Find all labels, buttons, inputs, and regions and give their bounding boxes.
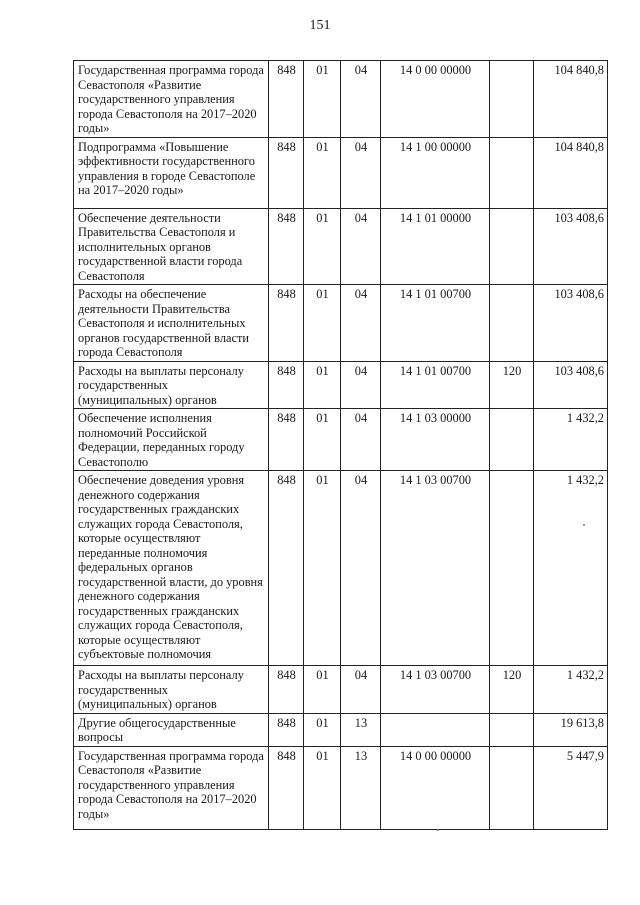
expense-type-cell: 120 — [490, 361, 534, 409]
subsection-code-cell: 13 — [341, 713, 381, 746]
ministry-code-cell: 848 — [269, 471, 304, 666]
scan-speck — [437, 829, 439, 831]
amount-cell: 104 840,8 — [534, 137, 608, 208]
table-row — [74, 208, 608, 285]
expense-type-cell — [490, 137, 534, 208]
section-code-cell: 01 — [304, 471, 341, 666]
ministry-code-cell: 848 — [269, 361, 304, 409]
row-name-cell: Расходы на обеспечение деятельности Правительства Севастополя и исполнительных органов государственной власти города Севастополя — [74, 285, 269, 362]
table-row — [74, 471, 608, 666]
subsection-code-cell: 04 — [341, 471, 381, 666]
amount-cell: 103 408,6 — [534, 285, 608, 362]
subsection-code-cell: 04 — [341, 61, 381, 138]
scan-speck — [583, 524, 585, 526]
target-article-cell: 14 1 03 00000 — [381, 409, 490, 471]
target-article-cell: 14 1 00 00000 — [381, 137, 490, 208]
amount-cell: 1 432,2 — [534, 471, 608, 666]
budget-table — [73, 60, 608, 830]
subsection-code-cell: 04 — [341, 285, 381, 362]
section-code-cell: 01 — [304, 409, 341, 471]
table-row — [74, 137, 608, 208]
amount-cell: 1 432,2 — [534, 409, 608, 471]
target-article-cell — [381, 713, 490, 746]
section-code-cell: 01 — [304, 746, 341, 829]
expense-type-cell: 120 — [490, 666, 534, 714]
expense-type-cell — [490, 713, 534, 746]
section-code-cell: 01 — [304, 361, 341, 409]
ministry-code-cell: 848 — [269, 285, 304, 362]
page-number: 151 — [309, 18, 331, 33]
amount-cell: 5 447,9 — [534, 746, 608, 829]
subsection-code-cell: 04 — [341, 208, 381, 285]
expense-type-cell — [490, 208, 534, 285]
section-code-cell: 01 — [304, 137, 341, 208]
amount-cell: 104 840,8 — [534, 61, 608, 138]
row-name-cell: Другие общегосударственные вопросы — [74, 713, 269, 746]
ministry-code-cell: 848 — [269, 208, 304, 285]
target-article-cell: 14 1 01 00700 — [381, 361, 490, 409]
section-code-cell: 01 — [304, 713, 341, 746]
ministry-code-cell: 848 — [269, 137, 304, 208]
table-row — [74, 61, 608, 138]
table-row — [74, 285, 608, 362]
row-name-cell: Обеспечение деятельности Правительства Севастополя и исполнительных органов государственной власти города Севастополя — [74, 208, 269, 285]
expense-type-cell — [490, 409, 534, 471]
expense-type-cell — [490, 471, 534, 666]
table-row — [74, 666, 608, 714]
row-name-cell: Обеспечение исполнения полномочий Российской Федерации, переданных городу Севастополю — [74, 409, 269, 471]
section-code-cell: 01 — [304, 61, 341, 138]
target-article-cell: 14 0 00 00000 — [381, 746, 490, 829]
subsection-code-cell: 04 — [341, 666, 381, 714]
table-row — [74, 713, 608, 746]
amount-cell: 19 613,8 — [534, 713, 608, 746]
target-article-cell: 14 0 00 00000 — [381, 61, 490, 138]
ministry-code-cell: 848 — [269, 666, 304, 714]
target-article-cell: 14 1 01 00700 — [381, 285, 490, 362]
table-row — [74, 361, 608, 409]
row-name-cell: Государственная программа города Севастополя «Развитие государственного управления города Севастополя на 2017–2020 годы» — [74, 61, 269, 138]
subsection-code-cell: 13 — [341, 746, 381, 829]
table-row — [74, 409, 608, 471]
section-code-cell: 01 — [304, 208, 341, 285]
subsection-code-cell: 04 — [341, 409, 381, 471]
expense-type-cell — [490, 285, 534, 362]
expense-type-cell — [490, 746, 534, 829]
amount-cell: 103 408,6 — [534, 208, 608, 285]
ministry-code-cell: 848 — [269, 713, 304, 746]
section-code-cell: 01 — [304, 285, 341, 362]
target-article-cell: 14 1 03 00700 — [381, 666, 490, 714]
target-article-cell: 14 1 01 00000 — [381, 208, 490, 285]
table-body — [74, 61, 608, 830]
table-row — [74, 746, 608, 829]
expense-type-cell — [490, 61, 534, 138]
subsection-code-cell: 04 — [341, 361, 381, 409]
row-name-cell: Расходы на выплаты персоналу государственных (муниципальных) органов — [74, 666, 269, 714]
row-name-cell: Обеспечение доведения уровня денежного содержания государственных гражданских служащих города Севастополя, которые осуществляют переданные полномочия федеральных органов государственной власти, до уровня денежного содержания государственных гражданских служащих города Севастополя, которые осуществляют субъектовые полномочия — [74, 471, 269, 666]
amount-cell: 103 408,6 — [534, 361, 608, 409]
row-name-cell: Расходы на выплаты персоналу государственных (муниципальных) органов — [74, 361, 269, 409]
section-code-cell: 01 — [304, 666, 341, 714]
row-name-cell: Государственная программа города Севастополя «Развитие государственного управления города Севастополя на 2017–2020 годы» — [74, 746, 269, 829]
ministry-code-cell: 848 — [269, 61, 304, 138]
ministry-code-cell: 848 — [269, 746, 304, 829]
target-article-cell: 14 1 03 00700 — [381, 471, 490, 666]
row-name-cell: Подпрограмма «Повышение эффективности государственного управления в городе Севастополе на 2017–2020 годы» — [74, 137, 269, 208]
subsection-code-cell: 04 — [341, 137, 381, 208]
amount-cell: 1 432,2 — [534, 666, 608, 714]
ministry-code-cell: 848 — [269, 409, 304, 471]
